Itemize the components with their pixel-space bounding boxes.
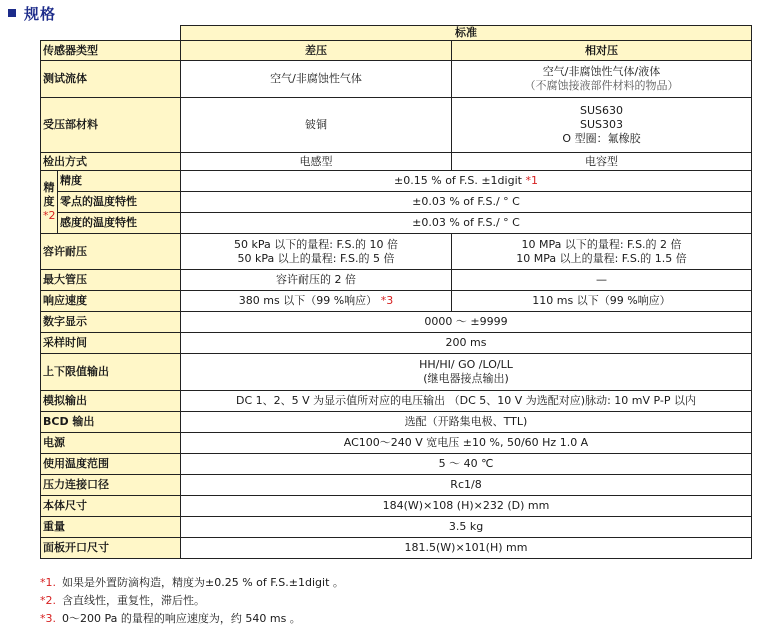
- row-label: 检出方式: [41, 153, 181, 171]
- table-row-response: [41, 291, 752, 312]
- table-row-material: [41, 98, 752, 153]
- cell-value: —: [452, 270, 752, 291]
- cell-value: [181, 234, 452, 270]
- spec-table: [40, 25, 752, 559]
- table-row-allowable-pressure: [41, 234, 752, 270]
- cell-line: SUS630: [579, 104, 623, 117]
- cell-line: （不腐蚀接液部件材料的物品）: [524, 79, 679, 92]
- table-row-bcd: [41, 412, 752, 433]
- row-label: 受压部材料: [41, 98, 181, 153]
- cell-line: 空气/非腐蚀性气体/液体: [542, 65, 661, 78]
- footnote-item: [40, 592, 740, 610]
- cell-line: SUS303: [579, 118, 623, 131]
- row-label: 数字显示: [41, 312, 181, 333]
- footnote-item: [40, 574, 740, 592]
- table-row-sampling: [41, 333, 752, 354]
- table-row-panel-cutout: [41, 538, 752, 559]
- cell-value: [181, 171, 752, 192]
- row-label: 模拟输出: [41, 391, 181, 412]
- cell-value: [452, 61, 752, 98]
- row-label: 采样时间: [41, 333, 181, 354]
- footnote-ref: *1: [521, 174, 538, 187]
- footnote-number: *3.: [40, 612, 56, 625]
- cell-value: 3.5 kg: [181, 517, 752, 538]
- footnote-ref: *3: [380, 294, 394, 307]
- table-row-span-temp: [41, 213, 752, 234]
- footnote-text: 0～200 Pa 的量程的响应速度为，约 540 ms 。: [62, 612, 301, 625]
- cell-value: AC100～240 V 宽电压 ±10 %, 50/60 Hz 1.0 A: [181, 433, 752, 454]
- row-label: BCD 输出: [41, 412, 181, 433]
- cell-value: 电容型: [452, 153, 752, 171]
- precision-note: *2: [43, 209, 56, 222]
- table-row-dimensions: [41, 496, 752, 517]
- table-row-analog: [41, 391, 752, 412]
- footnote-text: 如果是外置防滴构造，精度为±0.25 % of F.S.±1digit 。: [62, 576, 344, 589]
- table-row-max-line-pressure: [41, 270, 752, 291]
- row-label: 响应速度: [41, 291, 181, 312]
- cell-value: ±0.03 % of F.S./ ° C: [181, 192, 752, 213]
- table-row-accuracy: [41, 171, 752, 192]
- cell-line: (继电器接点输出): [423, 372, 509, 385]
- row-label: 精度: [58, 171, 181, 192]
- row-label: 压力连接口径: [41, 475, 181, 496]
- cell-value: 110 ms 以下（99 %响应）: [452, 291, 752, 312]
- table-row-fluid: [41, 61, 752, 98]
- row-label: 传感器类型: [41, 41, 181, 61]
- cell-value: 容许耐压的 2 倍: [181, 270, 452, 291]
- table-row-port: [41, 475, 752, 496]
- row-label: 感度的温度特性: [58, 213, 181, 234]
- cell-value: [452, 98, 752, 153]
- cell-value: ±0.03 % of F.S./ ° C: [181, 213, 752, 234]
- cell-value: [181, 291, 452, 312]
- cell-line: O 型圈：氟橡胶: [562, 132, 641, 145]
- accuracy-value: ±0.15 % of F.S. ±1digit: [394, 174, 522, 187]
- cell-value: 5 ～ 40 ℃: [181, 454, 752, 475]
- footnote-text: 含直线性，重复性，滞后性。: [62, 594, 205, 607]
- title-text: 规格: [24, 4, 57, 23]
- row-label: 本体尺寸: [41, 496, 181, 517]
- row-label: 面板开口尺寸: [41, 538, 181, 559]
- table-row-weight: [41, 517, 752, 538]
- precision-char-2: 度: [43, 195, 55, 208]
- standard-header: 标准: [181, 26, 752, 41]
- row-label: 使用温度范围: [41, 454, 181, 475]
- cell-value: 200 ms: [181, 333, 752, 354]
- col-header-relative: 相对压: [452, 41, 752, 61]
- row-label: 上下限值输出: [41, 354, 181, 391]
- footnote-number: *2.: [40, 594, 56, 607]
- response-value: 380 ms 以下（99 %响应）: [238, 294, 378, 307]
- table-row-display: [41, 312, 752, 333]
- footnotes: [40, 574, 740, 628]
- cell-line: 10 MPa 以上的量程: F.S.的 1.5 倍: [516, 251, 687, 265]
- col-header-differential: 差压: [181, 41, 452, 61]
- title-bullet-icon: [8, 9, 16, 17]
- cell-value: Rc1/8: [181, 475, 752, 496]
- row-label: 重量: [41, 517, 181, 538]
- cell-value: [181, 354, 752, 391]
- cell-line: 50 kPa 以下的量程: F.S.的 10 倍: [234, 237, 398, 251]
- page-title: [8, 2, 56, 24]
- table-row-limit-output: [41, 354, 752, 391]
- row-label: 电源: [41, 433, 181, 454]
- precision-group-label: [41, 171, 58, 234]
- cell-line: 50 kPa 以上的量程: F.S.的 5 倍: [237, 251, 395, 265]
- footnote-item: [40, 610, 740, 628]
- table-row-sensor-type: [41, 41, 752, 61]
- cell-value: DC 1、2、5 V 为显示值所对应的电压输出 （DC 5、10 V 为选配对应)脉动: 10 mV P-P 以内: [181, 391, 752, 412]
- row-label: 最大管压: [41, 270, 181, 291]
- row-label: 零点的温度特性: [58, 192, 181, 213]
- table-row-zero-temp: [41, 192, 752, 213]
- row-label: 容许耐压: [41, 234, 181, 270]
- cell-value: 181.5(W)×101(H) mm: [181, 538, 752, 559]
- table-row-detection: [41, 153, 752, 171]
- table-row-standard: [41, 26, 752, 41]
- cell-value: [452, 234, 752, 270]
- cell-value: 0000 ～ ±9999: [181, 312, 752, 333]
- cell-value: 184(W)×108 (H)×232 (D) mm: [181, 496, 752, 517]
- cell-value: 电感型: [181, 153, 452, 171]
- precision-char-1: 精: [43, 181, 55, 194]
- footnote-number: *1.: [40, 576, 56, 589]
- cell-value: 选配（开路集电极、TTL): [181, 412, 752, 433]
- table-row-temp-range: [41, 454, 752, 475]
- cell-line: HH/HI/ GO /LO/LL: [419, 358, 513, 371]
- cell-value: 铍铜: [181, 98, 452, 153]
- cell-line: 10 MPa 以下的量程: F.S.的 2 倍: [521, 237, 682, 251]
- row-label: 测试流体: [41, 61, 181, 98]
- cell-value: 空气/非腐蚀性气体: [181, 61, 452, 98]
- table-row-power: [41, 433, 752, 454]
